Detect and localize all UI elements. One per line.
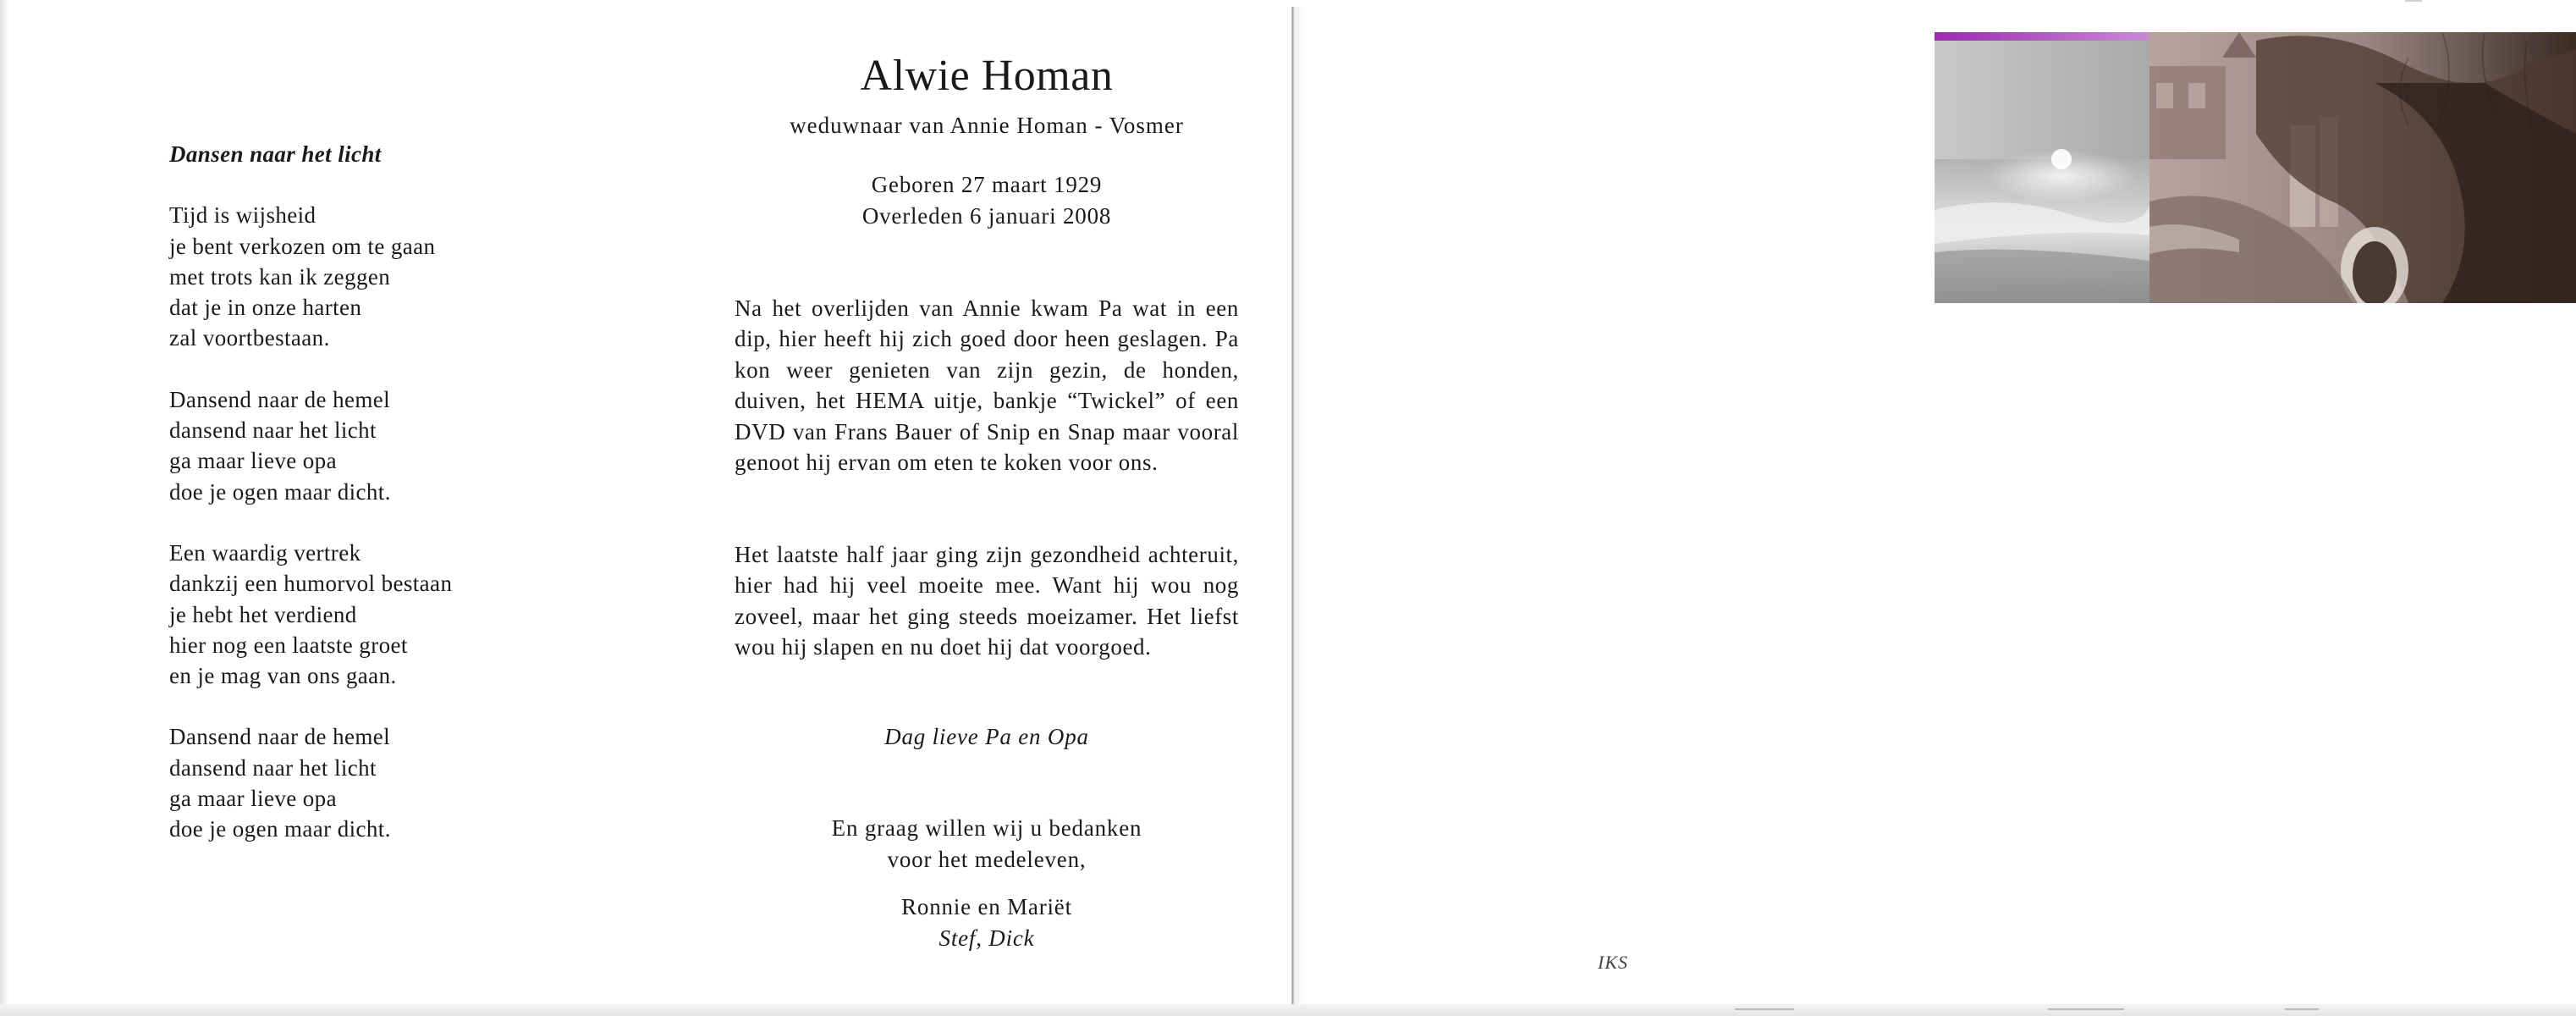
- birth-date: Geboren 27 maart 1929: [871, 172, 1103, 197]
- poem-line: en je mag van ons gaan.: [169, 663, 397, 689]
- card-left-edge: [0, 0, 8, 1008]
- poem-line: hier nog een laatste groet: [169, 632, 408, 658]
- thanks-line: voor het medeleven,: [887, 846, 1087, 872]
- photo-graphic: [1935, 32, 2576, 303]
- top-edge-mark: [2405, 0, 2422, 2]
- photo-accent-strip: [1935, 32, 2149, 41]
- signatory-names: Ronnie en Mariët: [901, 894, 1072, 919]
- signatories: [728, 892, 1246, 954]
- poem-line: doe je ogen maar dicht.: [169, 478, 391, 505]
- card-bottom-mark: [2285, 1008, 2319, 1010]
- poem-line: dat je in onze harten: [169, 295, 362, 321]
- farewell-line: Dag lieve Pa en Opa: [884, 724, 1089, 749]
- signatory-names-italic: Stef, Dick: [938, 925, 1035, 951]
- poem-line: zal voortbestaan.: [169, 325, 330, 351]
- poem-stanza-2: [169, 384, 643, 507]
- card-fold-shadow: [1294, 7, 1306, 1006]
- widower-line: weduwnaar van Annie Homan - Vosmer: [790, 113, 1184, 138]
- memorial-paragraph-2: Het laatste half jaar ging zijn gezondheid achteruit, hier had hij veel moeite mee. Want hij wou nog zoveel, maar het ging steeds moeizamer. Het liefst wou hij slapen en nu doet hij dat voorgoed.: [735, 542, 1239, 660]
- poem-line: ga maar lieve opa: [169, 786, 337, 812]
- poem-line: Tijd is wijsheid: [169, 202, 316, 229]
- life-dates: [728, 169, 1246, 231]
- poem-line: doe je ogen maar dicht.: [169, 816, 391, 842]
- death-date: Overleden 6 januari 2008: [861, 202, 1112, 229]
- poem: [169, 139, 643, 875]
- deceased-name: Alwie Homan: [860, 52, 1114, 100]
- card-bottom-mark: [1735, 1008, 1794, 1010]
- poem-line: je bent verkozen om te gaan: [169, 233, 436, 259]
- river-landscape-photo: [1935, 32, 2576, 303]
- poem-line: Dansend naar de hemel: [169, 386, 391, 412]
- poem-stanza-1: [169, 200, 643, 353]
- card-bottom-edge: [0, 1004, 2576, 1016]
- poem-line: dankzij een humorvol bestaan: [169, 571, 453, 597]
- poem-line: je hebt het verdiend: [169, 601, 357, 627]
- card-bottom-mark: [2048, 1008, 2124, 1010]
- poem-line: Dansend naar de hemel: [169, 724, 391, 750]
- poem-line: Een waardig vertrek: [169, 539, 361, 566]
- thanks-text: [728, 813, 1246, 875]
- poem-line: dansend naar het licht: [169, 417, 377, 444]
- poem-title: Dansen naar het licht: [169, 141, 382, 167]
- poem-stanza-4: [169, 721, 643, 844]
- printer-mark: IKS: [1598, 952, 1628, 973]
- poem-stanza-3: [169, 538, 643, 691]
- thanks-line: En graag willen wij u bedanken: [831, 815, 1142, 841]
- poem-line: ga maar lieve opa: [169, 448, 337, 474]
- memorial-paragraph-1: Na het overlijden van Annie kwam Pa wat in een dip, hier heeft hij zich goed door heen geslagen. Pa kon weer genieten van zijn gezin, de honden, duiven, het HEMA uitje, bankje “Twickel” of een DVD van Frans Bauer of Snip en Snap maar vooral genoot hij ervan om eten te koken voor ons.: [735, 295, 1239, 476]
- poem-line: dansend naar het licht: [169, 754, 377, 781]
- poem-line: met trots kan ik zeggen: [169, 263, 391, 290]
